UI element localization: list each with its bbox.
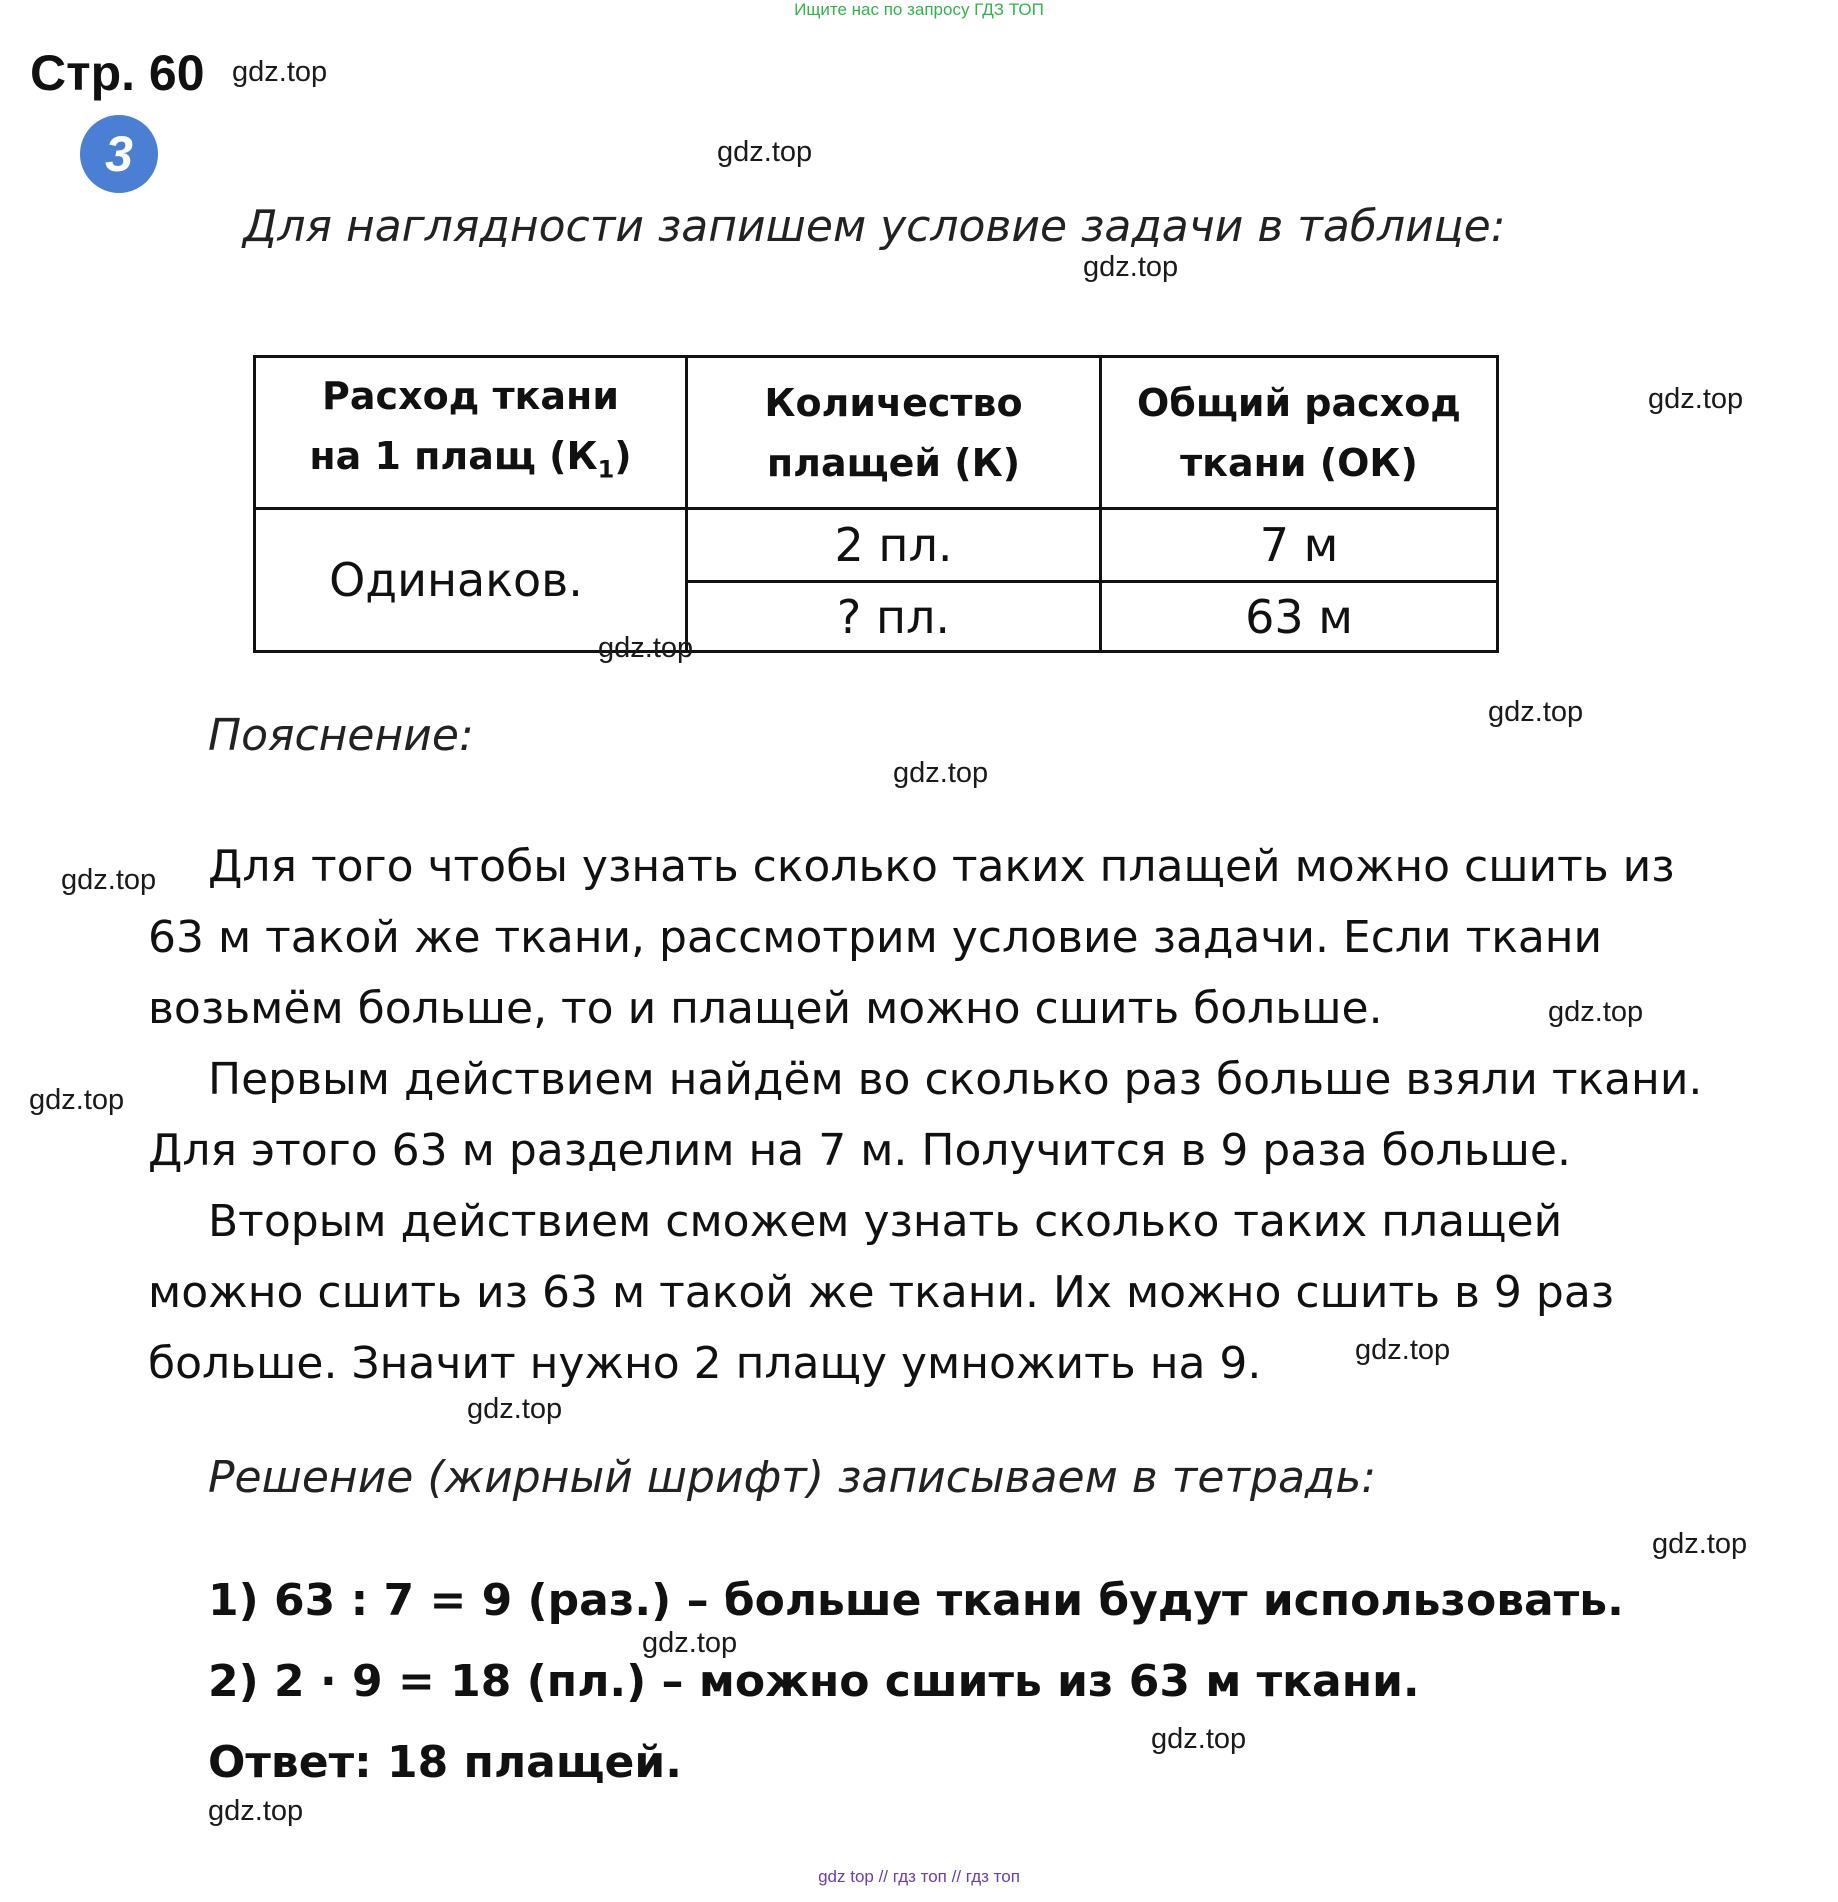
table-cell-total: 63 м xyxy=(1245,589,1353,644)
table-header-count: Количество плащей (К) xyxy=(764,380,1023,485)
watermark: gdz.top xyxy=(598,632,694,664)
top-banner: Ищите нас по запросу ГДЗ ТОП xyxy=(794,0,1044,19)
watermark: gdz.top xyxy=(1548,996,1644,1028)
watermark: gdz.top xyxy=(232,56,328,88)
task-number-badge: 3 xyxy=(80,115,158,193)
watermark: gdz.top xyxy=(1151,1723,1247,1755)
watermark: gdz.top xyxy=(1652,1528,1748,1560)
solution-heading: Решение (жирный шрифт) записываем в тетрадь: xyxy=(208,1452,1377,1503)
watermark: gdz.top xyxy=(61,864,157,896)
watermark: gdz.top xyxy=(1083,251,1179,283)
explanation-line: больше. Значит нужно 2 плащу умножить на 9. xyxy=(148,1338,1262,1389)
explanation-line: можно сшить из 63 м такой же ткани. Их можно сшить в 9 раз xyxy=(148,1267,1615,1318)
explanation-heading: Пояснение: xyxy=(208,710,474,761)
watermark: gdz.top xyxy=(467,1393,563,1425)
table-header-usage-per-item: Расход ткани на 1 плащ $(К_1)$ xyxy=(309,373,632,484)
explanation-line: возьмём больше, то и плащей можно сшить больше. xyxy=(148,983,1383,1034)
watermark: gdz.top xyxy=(29,1084,125,1116)
explanation-line: Для того чтобы узнать сколько таких плащей можно сшить из xyxy=(208,841,1675,892)
page-title: Стр. 60 xyxy=(30,45,205,101)
watermark: gdz.top xyxy=(893,757,989,789)
table-cell-total: 7 м xyxy=(1259,518,1339,572)
watermark: gdz.top xyxy=(1355,1334,1451,1366)
watermark: gdz.top xyxy=(717,136,813,168)
intro-text: Для наглядности запишем условие задачи в таблице: xyxy=(243,201,1506,252)
table-cell-count: ? пл. xyxy=(836,589,951,644)
explanation-line: Для этого 63 м разделим на 7 м. Получится в 9 раза больше. xyxy=(148,1125,1571,1176)
footer: gdz top // гдз топ // гдз топ xyxy=(818,1867,1020,1886)
table-cell-count: 2 пл. xyxy=(834,518,953,572)
explanation-line: Первым действием найдём во сколько раз больше взяли ткани. xyxy=(208,1054,1703,1105)
watermark: gdz.top xyxy=(1648,383,1744,415)
condition-table xyxy=(253,355,1499,653)
table-header-total: Общий расход ткани (ОК) xyxy=(1136,380,1461,485)
answer: Ответ: 18 плащей. xyxy=(208,1737,682,1788)
solution-step: 1) 63 : 7 = 9 (раз.) – больше ткани будут использовать. xyxy=(208,1575,1624,1626)
watermark: gdz.top xyxy=(1488,696,1584,728)
table-cell-same: Одинаков. xyxy=(329,553,583,607)
explanation-line: Вторым действием сможем узнать сколько таких плащей xyxy=(208,1196,1563,1247)
solution-step: 2) 2 · 9 = 18 (пл.) – можно сшить из 63 м ткани. xyxy=(208,1656,1420,1707)
watermark: gdz.top xyxy=(642,1627,738,1659)
explanation-line: 63 м такой же ткани, рассмотрим условие задачи. Если ткани xyxy=(148,912,1603,963)
watermark: gdz.top xyxy=(208,1795,304,1827)
